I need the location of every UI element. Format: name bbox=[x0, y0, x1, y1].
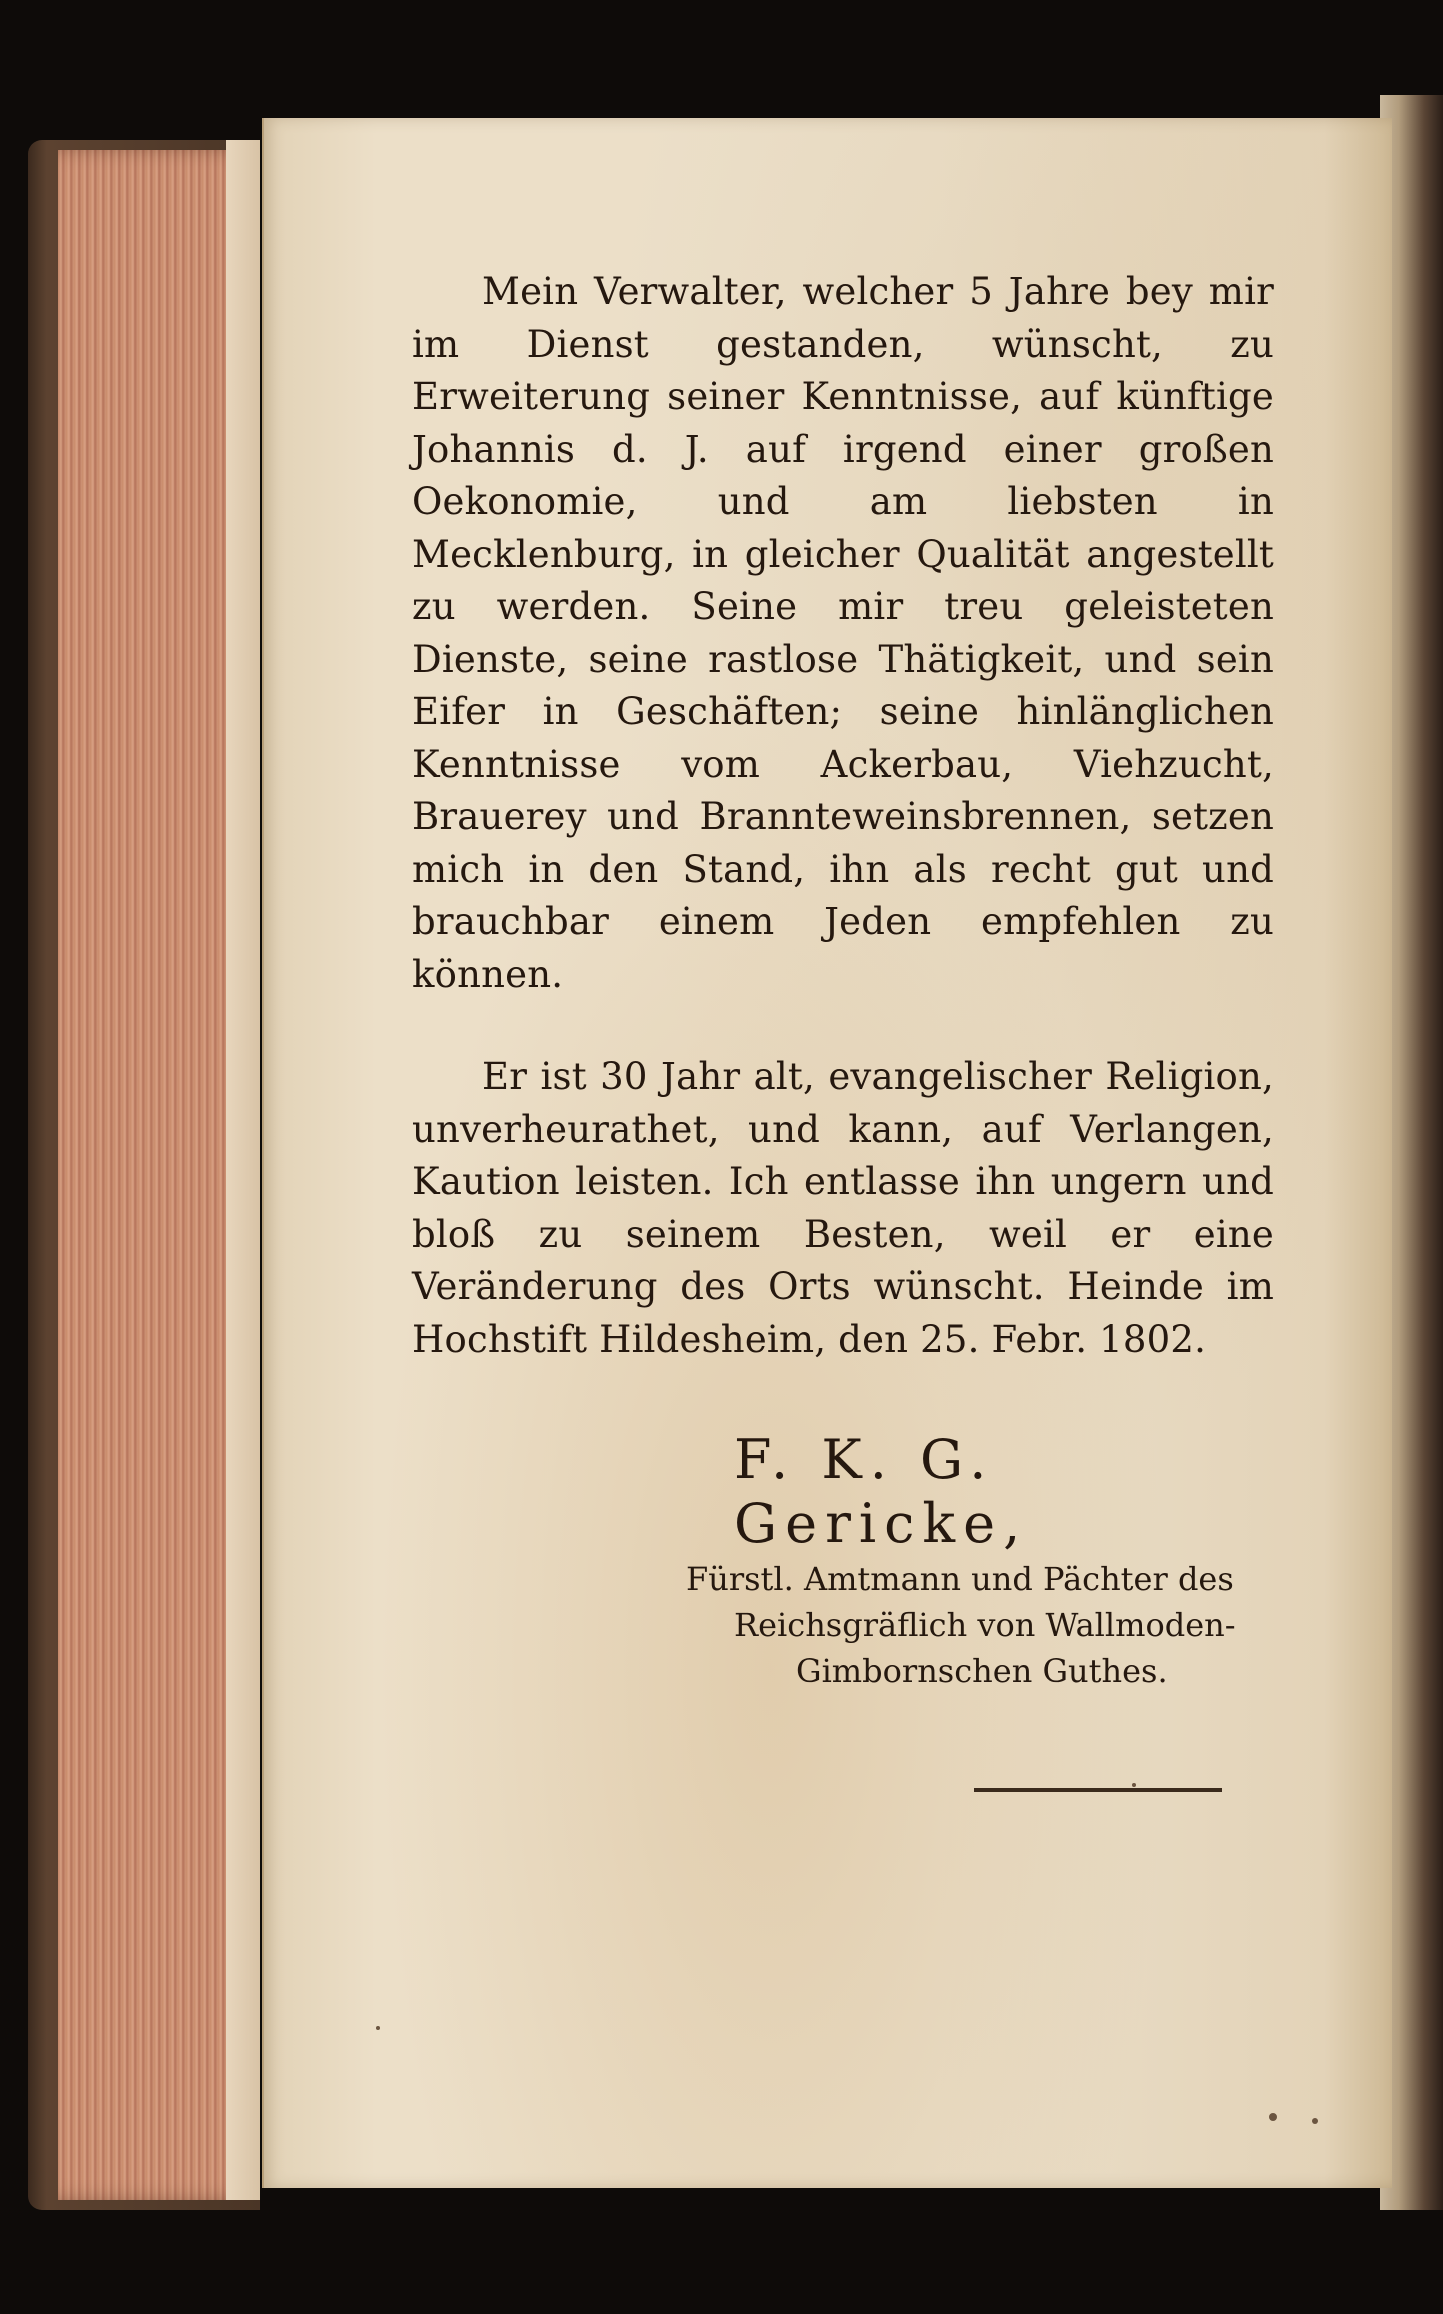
signature-title-line-3: Gimbornschen Guthes. bbox=[796, 1652, 1168, 1690]
section-divider bbox=[974, 1788, 1222, 1792]
signature-block bbox=[564, 1428, 1284, 1694]
paper-speck bbox=[376, 2026, 380, 2030]
signature-title-line-2: Reichsgräflich von Wallmoden- bbox=[734, 1606, 1236, 1644]
paragraph-2: Er ist 30 Jahr alt, evangelischer Religion, unverheurathet, und kann, auf Verlangen, Kaution leisten. Ich entlasse ihn ungern und bloß zu seinem Besten, weil er eine Veränderung des Orts wünscht. Heinde im Hochstift Hildesheim, den 25. Febr. 1802. bbox=[412, 1055, 1274, 1361]
paper-speck bbox=[1132, 1783, 1136, 1787]
signature-title-line-1: Fürstl. Amtmann und Pächter des bbox=[686, 1560, 1234, 1598]
page-edge-light bbox=[226, 140, 260, 2200]
signature-name: F. K. G. Gericke, bbox=[734, 1428, 1029, 1555]
paragraph-1: Mein Verwalter, welcher 5 Jahre bey mir im Dienst gestanden, wünscht, zu Erweiterung seiner Kenntnisse, auf künftige Johannis d. J. auf irgend einer großen Oekonomie, und am liebsten in Mecklenburg, in gleicher Qualität angestellt zu werden. Seine mir treu geleisteten Dienste, seine rastlose Thätigkeit, und sein Eifer in Geschäften; seine hinlänglichen Kenntnisse vom Ackerbau, Viehzucht, Brauerey und Brannteweinsbrennen, setzen mich in den Stand, ihn als recht gut und brauchbar einem Jeden empfehlen zu können. bbox=[412, 270, 1274, 996]
paper-speck bbox=[1269, 2113, 1277, 2121]
text-block bbox=[412, 266, 1274, 1366]
paper-speck bbox=[1312, 2118, 1318, 2124]
book-page bbox=[262, 118, 1392, 2188]
